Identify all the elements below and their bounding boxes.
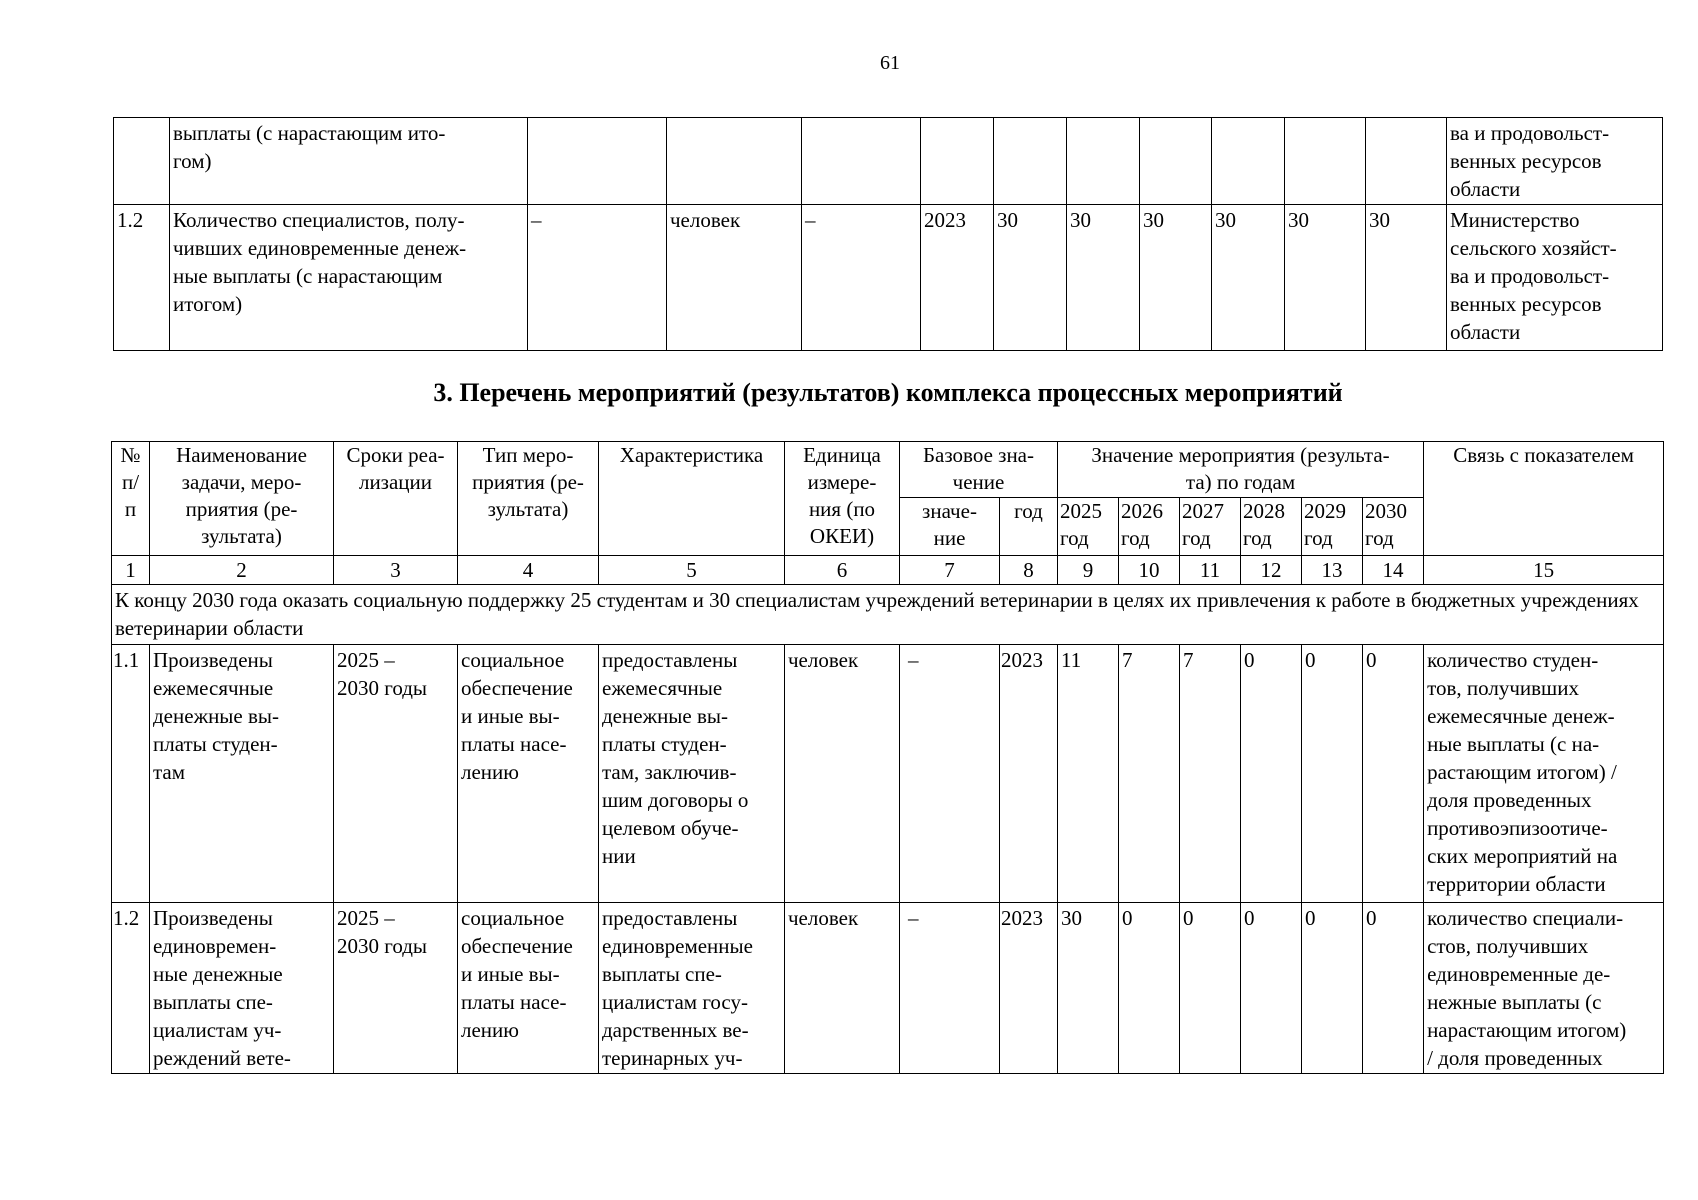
header-name: Наименование задачи, меро- приятия (ре- зультата) [150, 442, 334, 556]
header-base: Базовое зна- чение [900, 442, 1058, 498]
unit-cell [667, 118, 802, 205]
value-cell: 0 [1180, 903, 1241, 1074]
value-cell: 30 [1058, 903, 1119, 1074]
column-number: 14 [1363, 556, 1424, 585]
measure-name: Произведены ежемесячные денежные вы- платы студен- там [150, 645, 334, 903]
header-year-2026: 2026 год [1119, 498, 1180, 556]
value-cell [1285, 118, 1366, 205]
table-cell: – [802, 205, 921, 351]
header-year-2027: 2027 год [1180, 498, 1241, 556]
table-row [114, 118, 1663, 205]
column-number: 1 [112, 556, 150, 585]
column-number: 9 [1058, 556, 1119, 585]
row-number: 1.1 [112, 645, 150, 903]
table-row [114, 205, 1663, 351]
base-value-cell: – [900, 903, 1000, 1074]
period-cell: 2025 – 2030 годы [334, 903, 458, 1074]
value-cell: 7 [1180, 645, 1241, 903]
value-cell [1140, 118, 1212, 205]
value-cell: 30 [1140, 205, 1212, 351]
value-cell: 0 [1302, 903, 1363, 1074]
indicator-link-cell: количество специали- стов, получивших единовременные де- нежные выплаты (с нарастающим итогом) / доля проведенных [1424, 903, 1664, 1074]
table-cell [802, 118, 921, 205]
value-cell: 30 [1067, 205, 1140, 351]
value-cell: 30 [1212, 205, 1285, 351]
column-number: 11 [1180, 556, 1241, 585]
row-number [114, 118, 170, 205]
table-cell: – [528, 205, 667, 351]
value-cell: 0 [1363, 645, 1424, 903]
responsible-cell: Министерство сельского хозяйст- ва и продовольст- венных ресурсов области [1447, 205, 1663, 351]
indicators-table-continuation [113, 117, 1663, 351]
measures-table [111, 441, 1664, 1074]
column-number: 2 [150, 556, 334, 585]
value-cell: 11 [1058, 645, 1119, 903]
unit-cell: человек [667, 205, 802, 351]
value-cell [1212, 118, 1285, 205]
column-number: 12 [1241, 556, 1302, 585]
base-year-cell: 2023 [921, 205, 994, 351]
unit-cell: человек [785, 903, 900, 1074]
column-number-row [112, 556, 1664, 585]
value-cell [994, 118, 1067, 205]
column-number: 15 [1424, 556, 1664, 585]
table-cell [528, 118, 667, 205]
value-cell: 0 [1119, 903, 1180, 1074]
header-year-2025: 2025 год [1058, 498, 1119, 556]
indicator-name: выплаты (с нарастающим ито- гом) [170, 118, 528, 205]
header-row [112, 442, 1664, 498]
column-number: 3 [334, 556, 458, 585]
column-number: 7 [900, 556, 1000, 585]
responsible-cell: ва и продовольст- венных ресурсов области [1447, 118, 1663, 205]
header-values: Значение мероприятия (результа- та) по годам [1058, 442, 1424, 498]
column-number: 6 [785, 556, 900, 585]
table-row [112, 903, 1664, 1074]
period-cell: 2025 – 2030 годы [334, 645, 458, 903]
type-cell: социальное обеспечение и иные вы- платы насе- лению [458, 903, 599, 1074]
value-cell: 0 [1302, 645, 1363, 903]
header-type: Тип меро- приятия (ре- зультата) [458, 442, 599, 556]
header-year-2028: 2028 год [1241, 498, 1302, 556]
value-cell: 7 [1119, 645, 1180, 903]
row-number: 1.2 [114, 205, 170, 351]
header-characteristic: Характеристика [599, 442, 785, 556]
column-number: 8 [1000, 556, 1058, 585]
column-number: 4 [458, 556, 599, 585]
header-period: Сроки реа- лизации [334, 442, 458, 556]
value-cell: 30 [994, 205, 1067, 351]
table-row [112, 645, 1664, 903]
value-cell: 0 [1363, 903, 1424, 1074]
header-num: № п/ п [112, 442, 150, 556]
header-base-value: значе- ние [900, 498, 1000, 556]
value-cell: 0 [1241, 903, 1302, 1074]
task-description: К концу 2030 года оказать социальную поддержку 25 студентам и 30 специалистам учреждений ветеринарии в целях их привлечения к работе в бюджетных учреждениях ветеринарии области [112, 585, 1664, 645]
column-number: 5 [599, 556, 785, 585]
page-number: 61 [880, 52, 900, 74]
value-cell: 0 [1241, 645, 1302, 903]
value-cell: 30 [1366, 205, 1447, 351]
section-title: 3. Перечень мероприятий (результатов) комплекса процессных мероприятий [433, 378, 1343, 407]
indicator-link-cell: количество студен- тов, получивших ежемесячные денеж- ные выплаты (с на- растающим итогом) / доля проведенных противоэпизоотиче- ских мероприятий на территории области [1424, 645, 1664, 903]
header-link: Связь с показателем [1424, 442, 1664, 556]
header-unit: Единица измере- ния (по ОКЕИ) [785, 442, 900, 556]
base-year-cell [921, 118, 994, 205]
task-row [112, 585, 1664, 645]
row-number: 1.2 [112, 903, 150, 1074]
unit-cell: человек [785, 645, 900, 903]
measure-name: Произведены единовремен- ные денежные выплаты спе- циалистам уч- реждений вете- [150, 903, 334, 1074]
value-cell [1067, 118, 1140, 205]
value-cell [1366, 118, 1447, 205]
characteristic-cell: предоставлены единовременные выплаты спе- циалистам госу- дарственных ве- теринарных уч- [599, 903, 785, 1074]
base-year-cell: 2023 [1000, 903, 1058, 1074]
column-number: 13 [1302, 556, 1363, 585]
column-number: 10 [1119, 556, 1180, 585]
type-cell: социальное обеспечение и иные вы- платы насе- лению [458, 645, 599, 903]
base-value-cell: – [900, 645, 1000, 903]
value-cell: 30 [1285, 205, 1366, 351]
header-year-2030: 2030 год [1363, 498, 1424, 556]
header-base-year: год [1000, 498, 1058, 556]
indicator-name: Количество специалистов, полу- чивших единовременные денеж- ные выплаты (с нарастающим итогом) [170, 205, 528, 351]
characteristic-cell: предоставлены ежемесячные денежные вы- платы студен- там, заключив- шим договоры о целевом обуче- нии [599, 645, 785, 903]
header-year-2029: 2029 год [1302, 498, 1363, 556]
base-year-cell: 2023 [1000, 645, 1058, 903]
